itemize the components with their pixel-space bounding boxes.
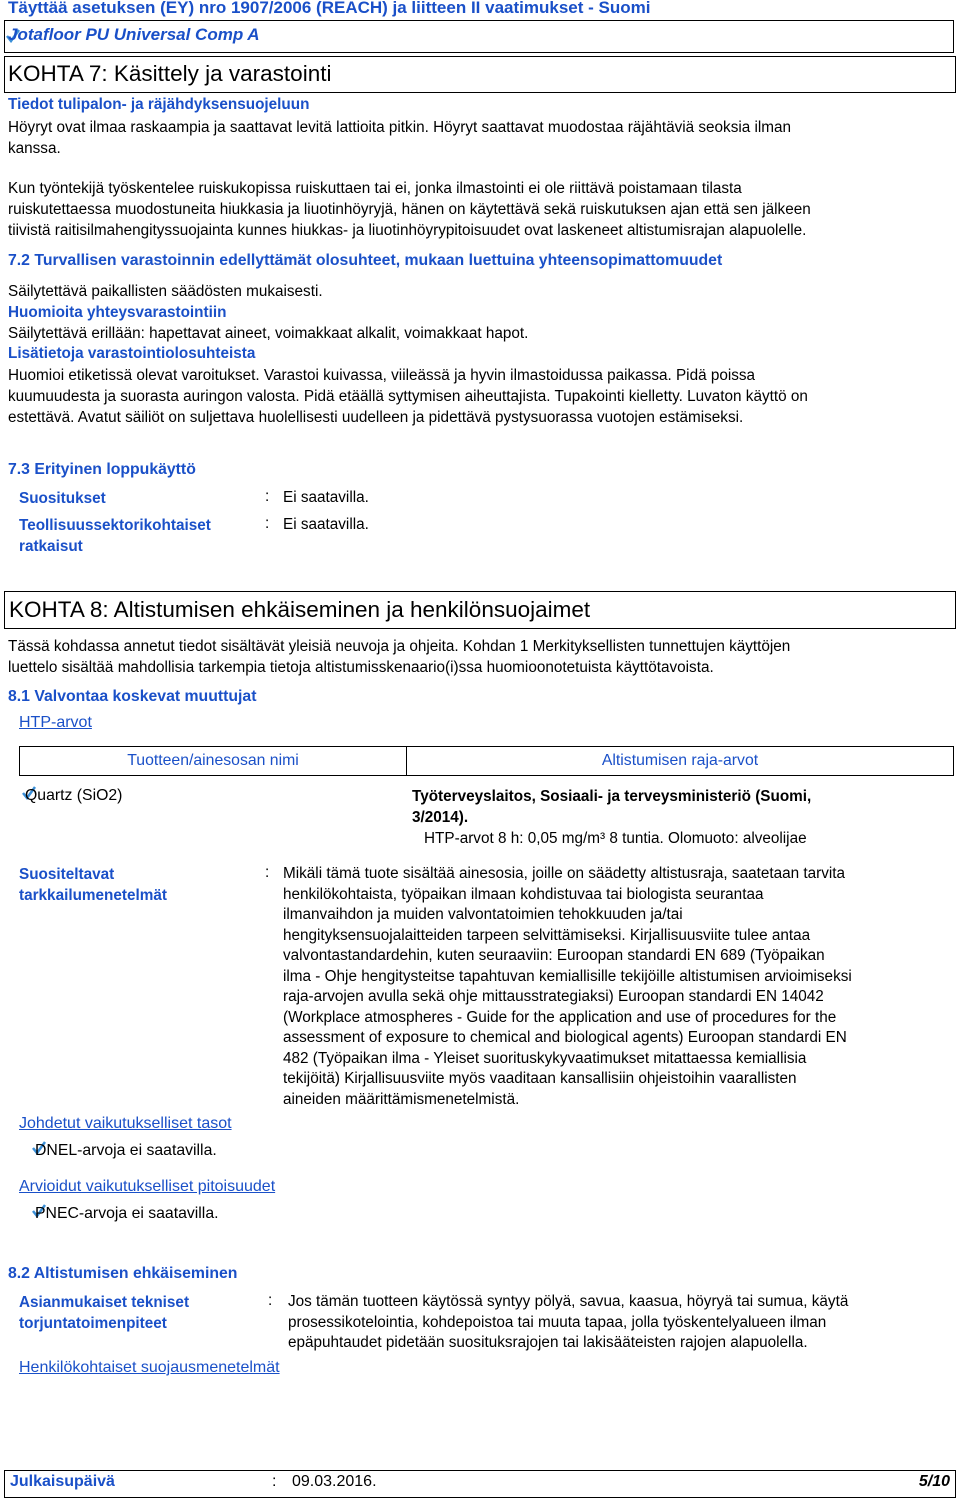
engineering-controls-label [19,1292,189,1334]
footer-page-number: 5/10 [918,1473,950,1490]
text-line: Kun työntekijä työskentelee ruiskukopissa ruiskuttaen tai ei, jonka ilmastointi ei ole riittävä poistamaan tilasta [8,180,742,197]
document-regulation-title: Täyttää asetuksen (EY) nro 1907/2006 (REACH) ja liitteen II vaatimukset - Suomi [8,0,651,17]
label-line: Asianmukaiset tekniset [19,1294,190,1311]
storage-local-rules: Säilytettävä paikallisten säädösten mukaisesti. [8,283,323,300]
text-line: Tässä kohdassa annetut tiedot sisältävät yleisiä neuvoja ja ohjeita. Kohdan 1 Merkityksellisten tunnettujen käyttöjen [8,638,791,655]
text-line: kanssa. [8,139,61,157]
text-line: Mikäli tämä tuote sisältää ainesosia, joille on säädetty altistusraja, saatetaan tarvita [283,865,846,882]
text-line: epäpuhtaudet pidetään suosituksrajojen tai lakisääteisten rajojen alapuolella. [288,1334,808,1351]
text-line: luettelo sisältää mahdollisia tarkempia tietoja altistumisskenaario(i)ssa huomioonotetuista käyttötavoista. [8,658,714,676]
monitoring-label [19,864,167,906]
text-line: hengityksensuojalaitteiden tarpeen selvittämiseksi. Kirjallisuusviite tulee antaa [283,926,811,944]
htp-heading: HTP-arvot [19,714,92,731]
footer-box [4,1470,956,1498]
section-8-1-title: 8.1 Valvontaa koskevat muuttujat [8,688,257,705]
section-8-title: KOHTA 8: Altistumisen ehkäiseminen ja henkilönsuojaimet [9,597,591,622]
joint-storage-heading: Huomioita yhteysvarastointiin [8,304,227,321]
label-line: Teollisuussektorikohtaiset [19,517,211,534]
colon: : [265,488,270,505]
monitoring-text [283,864,953,1110]
section-8-2-title: 8.2 Altistumisen ehkäiseminen [8,1265,238,1282]
storage-more-heading: Lisätietoja varastointiolosuhteista [8,345,256,362]
table-col-substance-header: Tuotteen/ainesosan nimi [127,752,299,769]
label-line: Suositeltavat [19,866,115,883]
industry-solutions-label [19,515,211,557]
dnel-text: DNEL-arvoja ei saatavilla. [35,1142,217,1159]
storage-more-text [8,366,953,428]
product-name: Jotafloor PU Universal Comp A [8,25,260,44]
recommendations-value: Ei saatavilla. [283,489,369,506]
text-line: kuumuudesta ja suorasta auringon valosta. Pidä etäällä syttymisen aiheuttajista. Tupakointi kielletty. Luvaton käyttö on [8,387,808,405]
label-line: ratkaisut [19,538,83,555]
section-7-2-title: 7.2 Turvallisen varastoinnin edellyttämät olosuhteet, mukaan luettuina yhteensopimattomuudet [8,252,723,269]
table-right-border [953,746,954,776]
text-line: Huomioi etiketissä olevat varoitukset. Varastoi kuivassa, viileässä ja hyvin ilmastoidussa paikassa. Pidä poissa [8,367,756,384]
text-line: (Workplace atmospheres - Guide for the application and use of procedures for the [283,1008,837,1026]
text-line: 3/2014). [412,808,469,826]
section-7-3-title: 7.3 Erityinen loppukäyttö [8,461,196,478]
text-line: valvontastandardehin, kuten seuraaviin: Euroopan standardi EN 689 (Työpaikan [283,947,825,964]
text-line: 482 (Työpaikan ilma - Yleiset suorituskykyvaatimukset mitattaessa kemiallisia [283,1049,807,1067]
section-8-intro [8,637,953,679]
joint-storage-text: Säilytettävä erillään: hapettavat aineet, voimakkaat alkalit, voimakkaat hapot. [8,325,529,342]
pnec-text: PNEC-arvoja ei saatavilla. [35,1205,219,1222]
text-line: ruiskutettaessa muodostuneita hiukkasia ja liuotinhöyryjä, hänen on käytettävä sekä ruiskutuksen ajan että sen jälkeen [8,200,811,218]
table-col-limit-header: Altistumisen raja-arvot [601,752,759,769]
table-top-border [19,746,954,747]
footer-date-label: Julkaisupäivä [10,1473,115,1490]
text-line: ilma - Ohje hengitysteitse tapahtuvan kemiallisille tekijöille altistumisen arvioimiseksi [283,967,852,985]
table-substance-cell: Quartz (SiO2) [25,787,123,804]
text-line: Työterveyslaitos, Sosiaali- ja terveysministeriö (Suomi, [412,788,812,805]
text-line: tiivistä raitisilmahengityssuojainta kunnes hiukkas- ja liuotinhöyrypitoisuudet ovat laskeneet altistumisrajan alapuolelle. [8,221,807,239]
text-line: prosessikotelointia, kohdepoistoa tai muuta tapaa, jolla työskentelyalueen ilman [288,1313,827,1331]
text-line: aineiden määrittämismenetelmistä. [283,1090,520,1108]
text-line: assessment of exposure to chemical and biological agents) Euroopan standardi EN [283,1029,847,1046]
engineering-controls-text [288,1292,953,1354]
text-line: raja-arvojen avulla sekä ohje mittausstrategiaksi) Euroopan standardi EN 14042 [283,988,824,1005]
colon: : [265,864,270,881]
section-7-title: KOHTA 7: Käsittely ja varastointi [8,61,332,86]
text-line: henkilökohtaista, työpaikan ilmaan kohdistuvaa tai biologista seurantaa [283,885,764,903]
label-line: tarkkailumenetelmät [19,887,167,904]
footer-date-value: 09.03.2016. [292,1473,377,1490]
recommendations-label: Suositukset [19,490,106,507]
colon: : [272,1473,277,1490]
colon: : [265,515,270,532]
dnel-heading: Johdetut vaikutukselliset tasot [19,1115,232,1132]
text-line: Höyryt ovat ilmaa raskaampia ja saattavat levitä lattioita pitkin. Höyryt saattavat muodostaa räjähtäviä seoksia ilman [8,119,792,136]
table-limit-source-cell [412,787,811,829]
personal-protection-heading: Henkilökohtaiset suojausmenetelmät [19,1359,280,1376]
fire-protection-text [8,118,953,160]
spray-booth-text [8,179,953,241]
text-line: Jos tämän tuotteen käytössä syntyy pölyä, savua, kaasua, höyryä tai sumua, käytä [288,1293,849,1310]
colon: : [268,1292,273,1309]
table-header-border [19,775,954,776]
text-line: ilmanvaihdon ja muiden valvontatoimien tehokkuuden ja/tai [283,906,683,923]
table-limit-value-cell: HTP-arvot 8 h: 0,05 mg/m³ 8 tuntia. Olomuoto: alveolijae [424,830,807,847]
pnec-heading: Arvioidut vaikutukselliset pitoisuudet [19,1178,276,1195]
industry-solutions-value: Ei saatavilla. [283,516,369,533]
label-line: torjuntatoimenpiteet [19,1315,167,1332]
text-line: estettävä. Avatut säiliöt on suljettava huolellisesti uudelleen ja pidettävä pystysuorassa vuotojen estämiseksi. [8,408,744,426]
text-line: tekijöitä) Kirjallisuusviite myös vaaditaan kansallisiin ohjeistoihin vaarallisten [283,1070,797,1087]
fire-protection-heading: Tiedot tulipalon- ja räjähdyksensuojeluun [8,96,310,113]
